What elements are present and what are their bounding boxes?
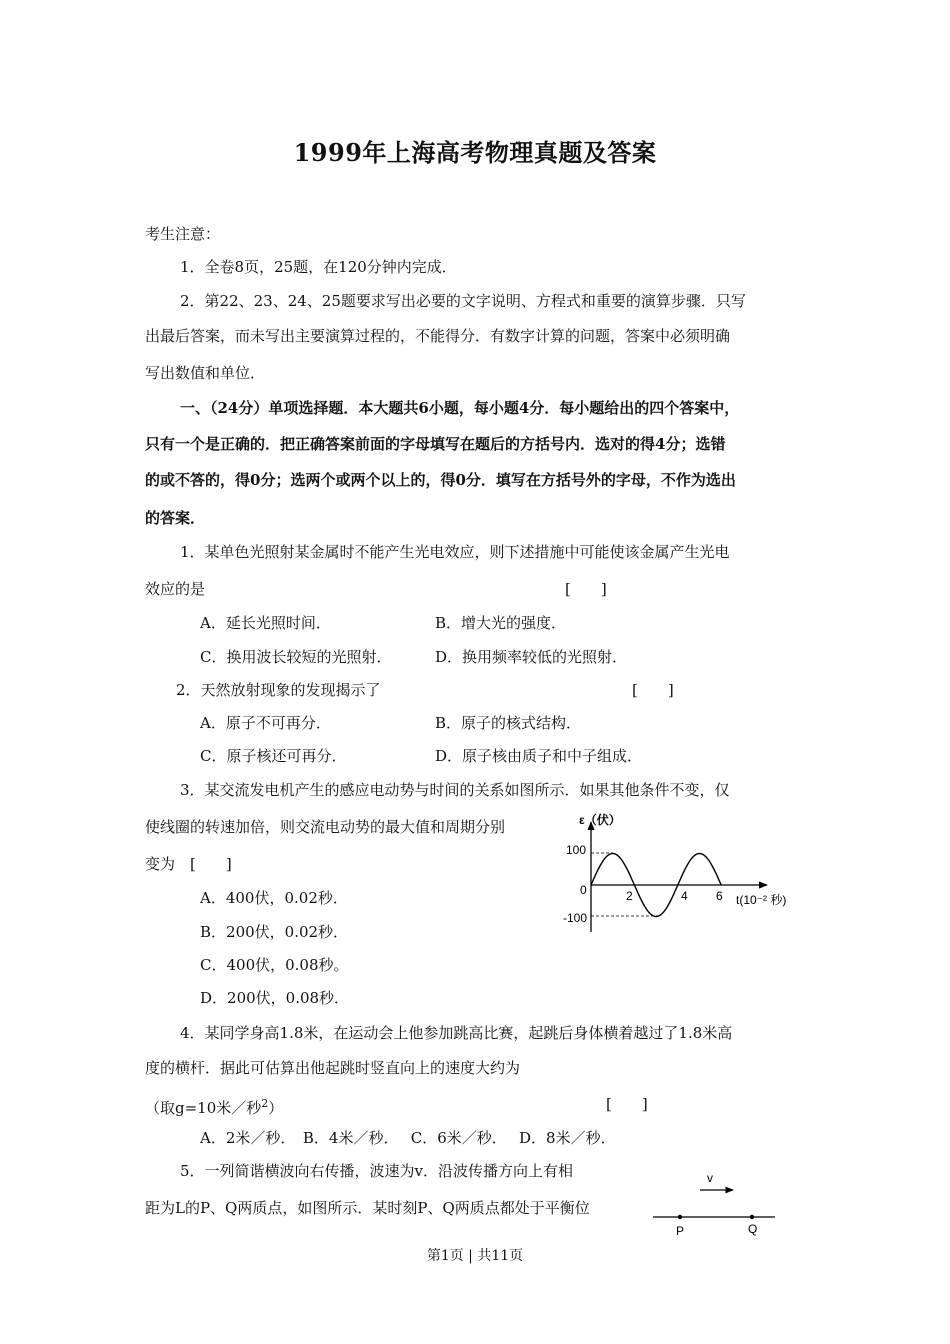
x-tick-label: 6 [716, 889, 723, 903]
question-2: 2．天然放射现象的发现揭示了 [176, 681, 381, 699]
option: D．换用频率较低的光照射． [435, 648, 628, 666]
superscript: 2 [261, 1097, 269, 1110]
point-q-label: Q [748, 1222, 758, 1236]
section-text: 只有一个是正确的．把正确答案前面的字母填写在题后的方括号内．选对的得4分；选错 [145, 435, 726, 453]
y-tick-label: 100 [566, 843, 587, 857]
page-title: 1999年上海高考物理真题及答案 [293, 138, 657, 167]
answer-bracket: [ ] [606, 1095, 648, 1113]
wave-diagram [645, 1165, 785, 1240]
notice-item: 2．第22、23、24、25题要求写出必要的文字说明、方程式和重要的演算步骤．只写 [180, 292, 746, 310]
y-tick-label: 0 [580, 883, 587, 897]
question-5: 距为L的P、Q两质点，如图所示．某时刻P、Q两质点都处于平衡位 [145, 1199, 590, 1217]
condition-text: （取g=10米／秒 [145, 1099, 262, 1117]
option: C．换用波长较短的光照射． [200, 648, 392, 666]
notice-heading: 考生注意： [145, 225, 221, 243]
notice-item: 写出数值和单位． [145, 364, 266, 382]
question-4: 度的横杆．据此可估算出他起跳时竖直向上的速度大约为 [145, 1059, 521, 1077]
x-axis-label: t(10⁻² 秒) [736, 893, 787, 907]
y-axis-label: ε（伏） [579, 813, 621, 827]
notice-item: 出最后答案，而未写出主要演算过程的，不能得分．有数字计算的问题，答案中必须明确 [145, 327, 731, 345]
option: D．200伏，0.08秒． [200, 989, 350, 1007]
option: B．原子的核式结构． [435, 714, 582, 732]
question-3: 3．某交流发电机产生的感应电动势与时间的关系如图所示．如果其他条件不变，仅 [180, 781, 730, 799]
option: B．增大光的强度． [435, 614, 567, 632]
point-p [678, 1215, 682, 1219]
option: B．200伏，0.02秒． [200, 923, 349, 941]
velocity-label: v [707, 1171, 713, 1185]
x-tick-label: 2 [626, 889, 633, 903]
option: C．原子核还可再分． [200, 747, 347, 765]
x-tick-label: 4 [681, 889, 688, 903]
option: D．原子核由质子和中子组成． [435, 747, 643, 765]
question-3: 使线圈的转速加倍，则交流电动势的最大值和周期分别 [145, 818, 506, 836]
section-text: 的或不答的，得0分；选两个或两个以上的，得0分．填写在方括号外的字母，不作为选出 [145, 471, 736, 489]
option: A．延长光照时间． [200, 614, 331, 632]
section-heading: 一、（24分）单项选择题．本大题共6小题，每小题4分．每小题给出的四个答案中， [180, 399, 740, 417]
y-tick-label: -100 [563, 911, 588, 925]
page-footer: 第1页 | 共11页 [426, 1248, 524, 1264]
section-text: 的答案． [145, 509, 206, 527]
question-3: 变为 [ ] [145, 855, 232, 873]
point-q [750, 1215, 754, 1219]
question-1: 效应的是 [145, 580, 206, 598]
question-4 [145, 1094, 283, 1118]
question-4: 4．某同学身高1.8米，在运动会上他参加跳高比赛，起跳后身体横着越过了1.8米高 [180, 1024, 733, 1042]
option: C．400伏，0.08秒。 [200, 956, 349, 974]
notice-item: 1．全卷8页，25题，在120分钟内完成． [180, 258, 457, 276]
question-1: 1．某单色光照射某金属时不能产生光电效应，则下述措施中可能使该金属产生光电 [180, 543, 730, 561]
option: A．400伏，0.02秒． [200, 889, 348, 907]
question-5: 5．一列简谐横波向右传播，波速为v．沿波传播方向上有相 [180, 1162, 574, 1180]
condition-end: ） [268, 1099, 284, 1117]
emf-time-graph [555, 808, 795, 938]
point-p-label: P [676, 1224, 685, 1238]
options-row: A．2米／秒． B．4米／秒． C．6米／秒． D．8米／秒． [200, 1129, 616, 1147]
option: A．原子不可再分． [200, 714, 331, 732]
answer-bracket: [ ] [632, 681, 674, 699]
answer-bracket: [ ] [565, 580, 607, 598]
